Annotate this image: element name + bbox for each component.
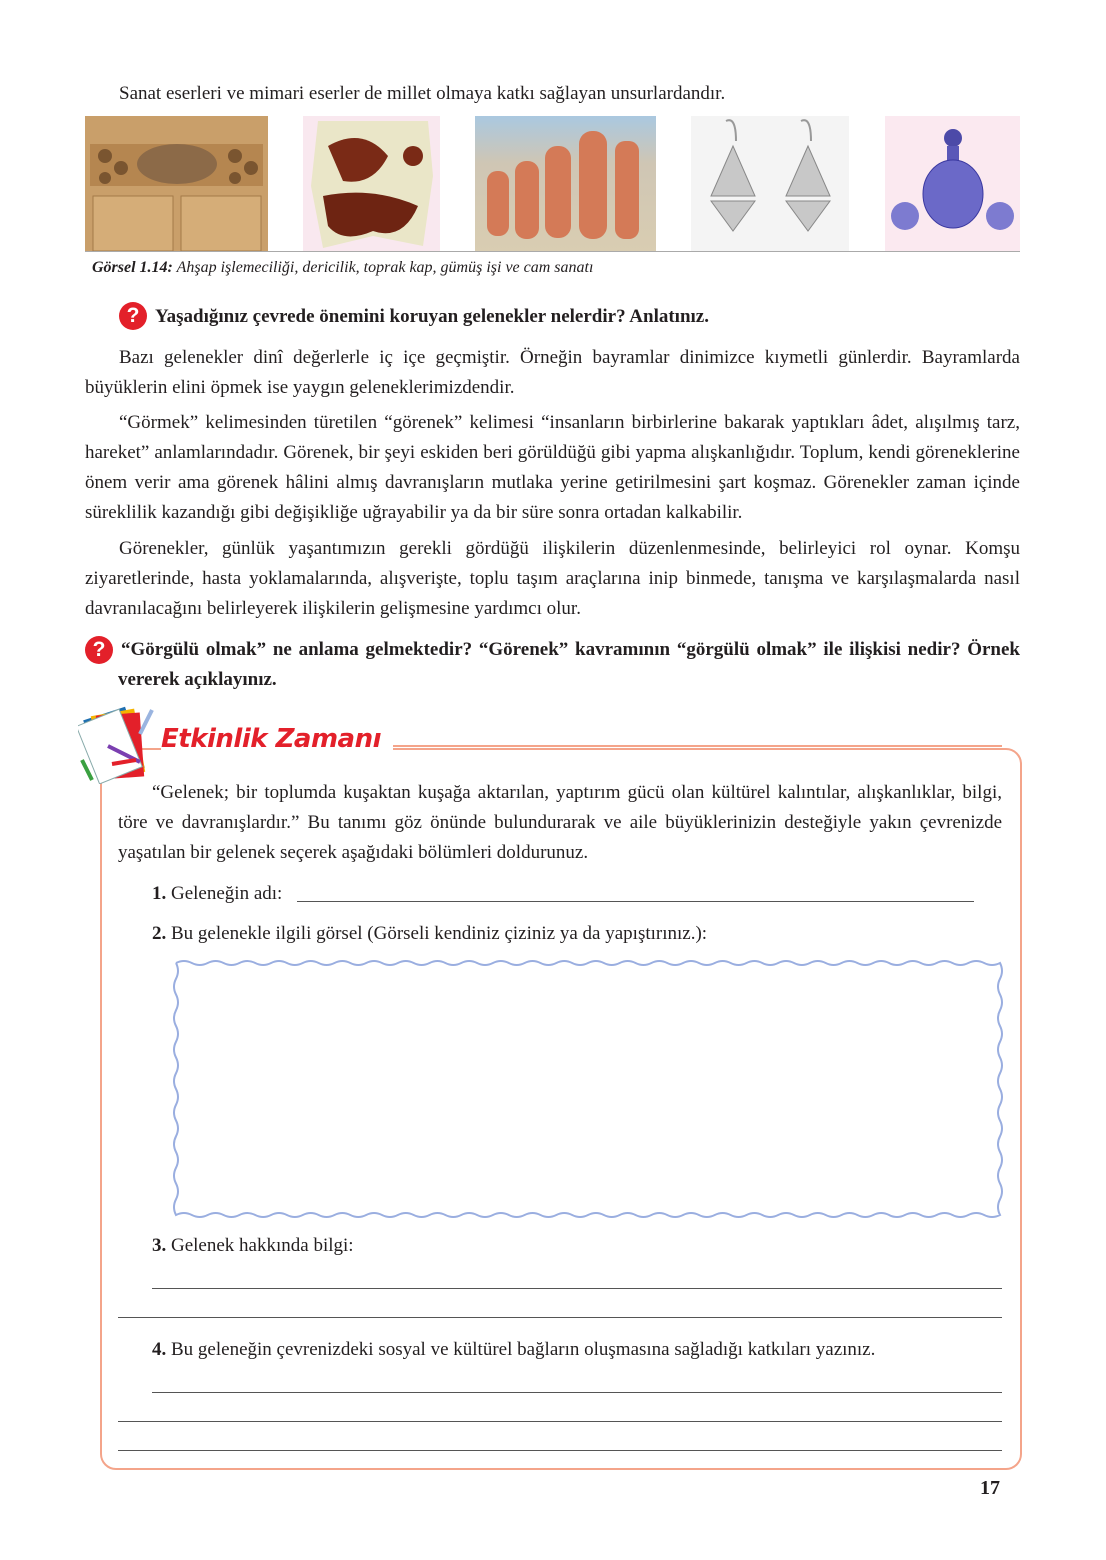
answer-line[interactable] bbox=[118, 1421, 1002, 1422]
activity-title: Etkinlik Zamanı bbox=[161, 724, 393, 754]
wavy-border bbox=[174, 961, 1002, 1217]
notebook-icon bbox=[78, 704, 158, 789]
item-1: 1. Geleneğin adı: bbox=[152, 883, 283, 904]
question-2: “Görgülü olmak” ne anlama gelmektedir? “Görenek” kavramının “görgülü olmak” ile ilişkisi nedir? Örnek vererek açıklayınız. bbox=[118, 639, 1020, 690]
image-strip bbox=[85, 116, 1020, 252]
answer-line[interactable] bbox=[118, 1450, 1002, 1451]
answer-line[interactable] bbox=[118, 1317, 1002, 1318]
paragraph-3: Görenekler, günlük yaşantımızın gerekli gördüğü ilişkilerin düzenlenmesinde, belirleyici rol oynar. Komşu ziyaretlerinde, hasta yoklamalarında, alışverişte, toplu taşım araçlarına inip binmede, tanışma ve karşılaşmalarda nasıl davranılacağını belirleyerek ilişkilerin gelişmesine yardımcı olur. bbox=[85, 538, 1020, 619]
paragraph-2: “Görmek” kelimesinden türetilen “görenek” kelimesi “insanların birbirlerine bakarak yaptıkları âdet, alışılmış tarz, hareket” anlamlarındadır. Görenek, bir şeyi eskiden beri görüldüğü gibi yapma alışkanlığıdır. Toplum, kendi göreneklerine önem verir ama görenek hâlini almış davranışların mutlaka yerine getirilmesini şart koşmaz. Görenekler zaman içinde süreklilik kazandığı gibi değişikliğe uğrayabilir ya da bir süre sonra ortadan kalkabilir. bbox=[85, 412, 1020, 523]
intro-text: Sanat eserleri ve mimari eserler de millet olmaya katkı sağlayan unsurlardandır. bbox=[119, 83, 726, 104]
question-icon: ? bbox=[85, 636, 113, 664]
item-3: 3. Gelenek hakkında bilgi: bbox=[152, 1235, 354, 1256]
image-glass-art bbox=[885, 116, 1020, 251]
item-4: 4. Bu geleneğin çevrenizdeki sosyal ve kültürel bağların oluşmasına sağladığı katkıları yazınız. bbox=[152, 1339, 876, 1360]
answer-line-name[interactable] bbox=[297, 901, 974, 902]
activity-header-line bbox=[382, 745, 1002, 747]
paragraph-1: Bazı gelenekler dinî değerlerle iç içe geçmiştir. Örneğin bayramlar dinimizce kıymetli günlerdir. Bayramlarda büyüklerin elini öpmek ise yaygın geleneklerimizdendir. bbox=[85, 347, 1020, 398]
drawing-area[interactable] bbox=[170, 957, 1006, 1221]
question-icon: ? bbox=[119, 302, 147, 330]
page-number: 17 bbox=[980, 1477, 1000, 1499]
item-2: 2. Bu gelenekle ilgili görsel (Görseli kendiniz çiziniz ya da yapıştırınız.): bbox=[152, 923, 708, 944]
answer-line[interactable] bbox=[152, 1392, 1002, 1393]
question-1: Yaşadığınız çevrede önemini koruyan gelenekler nelerdir? Anlatınız. bbox=[155, 306, 709, 327]
image-leather bbox=[303, 116, 440, 251]
image-silver-earrings bbox=[691, 116, 849, 251]
image-wood-carving bbox=[85, 116, 268, 251]
answer-line[interactable] bbox=[152, 1288, 1002, 1289]
activity-intro: “Gelenek; bir toplumda kuşaktan kuşağa aktarılan, yaptırım gücü olan kültürel kalıntılar, alışkanlıklar, bilgi, töre ve davranışlardır.” Bu tanımı göz önünde bulundurarak ve aile büyüklerinizin desteğiyle yakın çevrenizde yaşatılan bir gelenek seçerek aşağıdaki bölümleri doldurunuz. bbox=[118, 782, 1002, 863]
figure-caption: Görsel 1.14: Ahşap işlemeciliği, dericilik, toprak kap, gümüş işi ve cam sanatı bbox=[92, 259, 594, 276]
image-pottery bbox=[475, 116, 656, 251]
